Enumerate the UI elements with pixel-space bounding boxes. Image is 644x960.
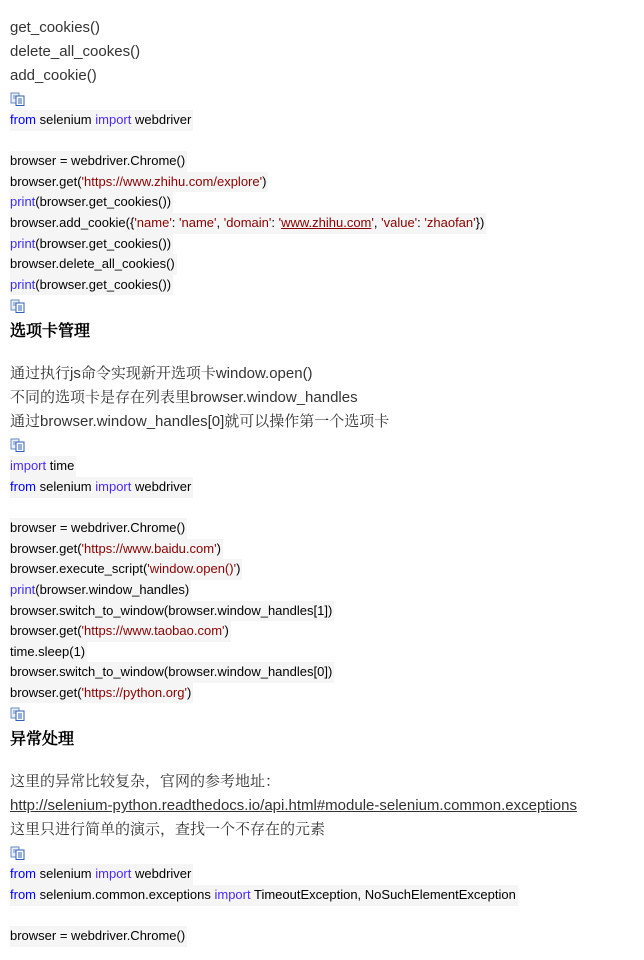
- copy-code-button[interactable]: [10, 88, 630, 110]
- copy-code-icon: [10, 438, 26, 452]
- docs-link[interactable]: http://selenium-python.readthedocs.io/api.html#module-selenium.common.exceptions: [10, 797, 577, 815]
- code-token: browser.execute_script(: [10, 561, 148, 577]
- code-token-str: 'name': [179, 214, 217, 230]
- code-line: [10, 580, 630, 601]
- code-token-kw-from: from: [10, 478, 36, 494]
- code-token: ): [216, 540, 221, 556]
- copy-code-icon: [10, 846, 26, 860]
- code-line-text: [10, 213, 486, 234]
- code-line-text: [10, 110, 193, 131]
- copy-code-button[interactable]: [10, 434, 630, 456]
- code-line: [10, 601, 630, 622]
- code-token: TimeoutException, NoSuchElementException: [250, 887, 516, 903]
- code-line-text: [10, 192, 173, 213]
- copy-code-icon: [10, 707, 26, 721]
- heading-exception-handling: 异常处理: [10, 731, 75, 749]
- code-line-text: [10, 539, 223, 560]
- code-token: ,: [373, 214, 382, 230]
- code-line: [10, 683, 630, 704]
- code-line: [10, 926, 630, 947]
- code-token-kw-from: from: [10, 866, 36, 882]
- code-token: selenium.common.exceptions: [36, 887, 215, 903]
- article-content: [10, 16, 630, 947]
- code-token: :: [171, 214, 180, 230]
- code-blank-line: [10, 906, 630, 927]
- code-line: [10, 621, 630, 642]
- code-token-str: ': [278, 214, 282, 230]
- code-token: ,: [216, 214, 224, 230]
- code-token-str: 'https://www.zhihu.com/explore': [81, 173, 263, 189]
- code-line-text: [10, 275, 173, 296]
- code-line: [10, 213, 630, 234]
- code-line: [10, 275, 630, 296]
- code-token-kw-print: print: [10, 235, 36, 251]
- code-token: (browser.window_handles): [35, 581, 190, 597]
- code-line-text: [10, 151, 187, 172]
- code-line: [10, 456, 630, 477]
- code-line: [10, 110, 630, 131]
- code-line-text: [10, 621, 231, 642]
- code-line-text: [10, 559, 242, 580]
- code-token-kw-import: import: [214, 887, 251, 903]
- code-token: (browser.get_cookies()): [35, 194, 172, 210]
- paragraph: 通过browser.window_handles[0]就可以操作第一个选项卡: [10, 413, 390, 431]
- paragraph: 不同的选项卡是存在列表里browser.window_handles: [10, 389, 358, 407]
- code-token: browser.switch_to_window(browser.window_handles[0]): [10, 664, 333, 680]
- code-token: browser.get(: [10, 684, 82, 700]
- heading-tab-management: 选项卡管理: [10, 323, 91, 341]
- code-token-kw-print: print: [10, 194, 36, 210]
- code-token-kw-from: from: [10, 112, 36, 127]
- code-token-str: www.zhihu.com: [281, 214, 372, 230]
- code-line-text: [10, 172, 268, 193]
- code-block-tabs: [10, 456, 630, 703]
- code-token: (browser.get_cookies()): [35, 235, 172, 251]
- copy-code-icon: [10, 299, 26, 313]
- method-delete-all-cookies: delete_all_cookes(): [10, 43, 141, 60]
- code-token-str: 'domain': [223, 214, 272, 230]
- code-token: browser.switch_to_window(browser.window_handles[1]): [10, 602, 333, 618]
- code-token-kw-import: import: [95, 112, 132, 127]
- code-line-text: [10, 683, 193, 704]
- code-line: [10, 151, 630, 172]
- code-blank-line: [10, 131, 630, 152]
- code-token: browser = webdriver.Chrome(): [10, 928, 186, 944]
- code-blank-line: [10, 498, 630, 519]
- code-line-text: [10, 234, 173, 255]
- code-token-kw-from: from: [10, 887, 36, 903]
- code-token: webdriver: [131, 866, 192, 882]
- code-token: browser.get(: [10, 173, 82, 189]
- code-token-kw-print: print: [10, 581, 36, 597]
- code-token-str: ': [371, 214, 374, 230]
- method-get-cookies: get_cookies(): [10, 19, 101, 36]
- method-add-cookie: add_cookie(): [10, 67, 97, 84]
- copy-code-button[interactable]: [10, 842, 630, 864]
- code-line-text: [10, 254, 177, 275]
- code-line: [10, 234, 630, 255]
- code-line-text: [10, 662, 334, 683]
- code-token: selenium: [36, 478, 96, 494]
- code-line-text: [10, 518, 187, 539]
- code-token-str: 'name': [134, 214, 172, 230]
- code-token-str: 'window.open()': [147, 561, 237, 577]
- code-token: ): [186, 684, 192, 700]
- code-line-text: [10, 642, 87, 663]
- code-token-str: 'zhaofan': [424, 214, 476, 230]
- code-line: [10, 539, 630, 560]
- paragraph: 通过执行js命令实现新开选项卡window.open(): [10, 365, 313, 383]
- code-token-kw-import: import: [95, 478, 132, 494]
- code-line-text: [10, 926, 187, 947]
- code-line-text: [10, 456, 76, 477]
- code-token-str: 'https://www.taobao.com': [81, 623, 225, 639]
- code-token-str: 'value': [381, 214, 418, 230]
- code-line: [10, 254, 630, 275]
- code-block-exceptions: [10, 864, 630, 946]
- code-token: selenium: [36, 866, 96, 882]
- copy-code-button[interactable]: [10, 703, 630, 725]
- code-token: (browser.get_cookies()): [35, 276, 172, 292]
- code-token: browser.get(: [10, 623, 82, 639]
- code-token: browser.delete_all_cookies(): [10, 256, 175, 272]
- code-line-text: [10, 864, 193, 885]
- code-line: [10, 192, 630, 213]
- code-token: browser = webdriver.Chrome(): [10, 520, 186, 536]
- code-line-text: [10, 477, 193, 498]
- code-token: time: [46, 458, 75, 474]
- code-line: [10, 559, 630, 580]
- code-token: webdriver: [131, 112, 192, 127]
- code-token: time.sleep(1): [10, 643, 86, 659]
- code-line: [10, 642, 630, 663]
- code-token: browser.add_cookie({: [10, 214, 135, 230]
- code-line: [10, 864, 630, 885]
- docs-link-line: [10, 794, 630, 818]
- code-block-cookies: [10, 110, 630, 295]
- code-line: [10, 662, 630, 683]
- code-token: browser.get(: [10, 540, 82, 556]
- code-line-text: [10, 885, 518, 906]
- code-token: ): [236, 561, 241, 577]
- code-token: ): [224, 623, 229, 639]
- paragraph: 这里只进行简单的演示，查找一个不存在的元素: [10, 821, 326, 839]
- code-token-kw-print: print: [10, 276, 36, 292]
- code-token: :: [271, 214, 279, 230]
- code-token: :: [417, 214, 425, 230]
- code-line-text: [10, 601, 334, 622]
- code-token: ): [262, 173, 267, 189]
- code-token: browser = webdriver.Chrome(): [10, 153, 186, 169]
- code-token-kw-import: import: [10, 458, 47, 474]
- code-token-str: 'https://python.org': [81, 684, 187, 700]
- code-line: [10, 172, 630, 193]
- code-token: selenium: [36, 112, 96, 127]
- code-line-text: [10, 580, 191, 601]
- code-line: [10, 885, 630, 906]
- copy-code-button[interactable]: [10, 295, 630, 317]
- copy-code-icon: [10, 92, 26, 106]
- code-token-str: 'https://www.baidu.com': [81, 540, 217, 556]
- code-token: webdriver: [131, 478, 192, 494]
- paragraph: 这里的异常比较复杂，官网的参考地址：: [10, 773, 281, 791]
- code-token: }): [475, 214, 485, 230]
- code-line: [10, 477, 630, 498]
- code-token-kw-import: import: [95, 866, 132, 882]
- code-line: [10, 518, 630, 539]
